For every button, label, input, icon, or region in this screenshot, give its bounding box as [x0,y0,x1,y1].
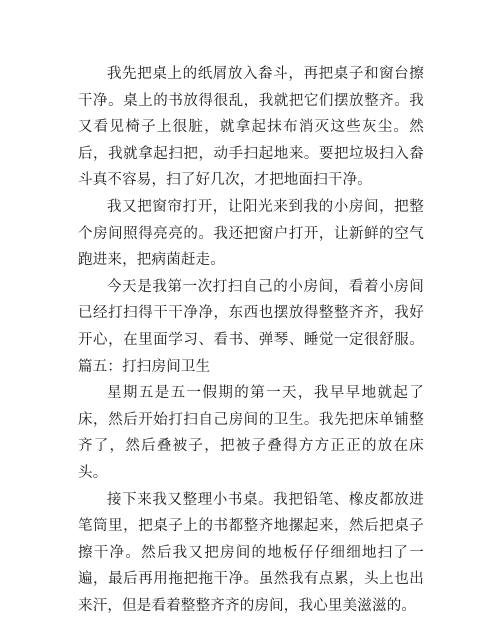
paragraph-2: 我又把窗帘打开，让阳光来到我的小房间，把整个房间照得亮亮的。我还把窗户打开，让新鲜的空气跑进来，把病菌赶走。 [78,194,424,274]
paragraph-4: 星期五是五一假期的第一天，我早早地就起了床，然后开始打扫自己房间的卫生。我先把床单铺整齐了，然后叠被子，把被子叠得方方正正的放在床头。 [78,380,424,486]
document-body [78,61,424,619]
paragraph-5: 接下来我又整理小书桌。我把铅笔、橡皮都放进笔筒里，把桌子上的书都整齐地摞起来，然后把桌子擦干净。然后我又把房间的地板仔仔细细地扫了一遍，最后再用拖把拖干净。虽然我有点累，头上也出来汗，但是看着整整齐齐的房间，我心里美滋滋的。 [78,487,424,619]
paragraph-3: 今天是我第一次打扫自己的小房间，看着小房间已经打扫得干干净净，东西也摆放得整整齐齐，我好开心，在里面学习、看书、弹琴、睡觉一定很舒服。篇五：打扫房间卫生 [78,274,424,380]
paragraph-1: 我先把桌上的纸屑放入畚斗，再把桌子和窗台擦干净。桌上的书放得很乱，我就把它们摆放整齐。我又看见椅子上很脏，就拿起抹布消灭这些灰尘。然后，我就拿起扫把，动手扫起地来。要把垃圾扫入畚斗真不容易，扫了好几次，才把地面扫干净。 [78,61,424,194]
